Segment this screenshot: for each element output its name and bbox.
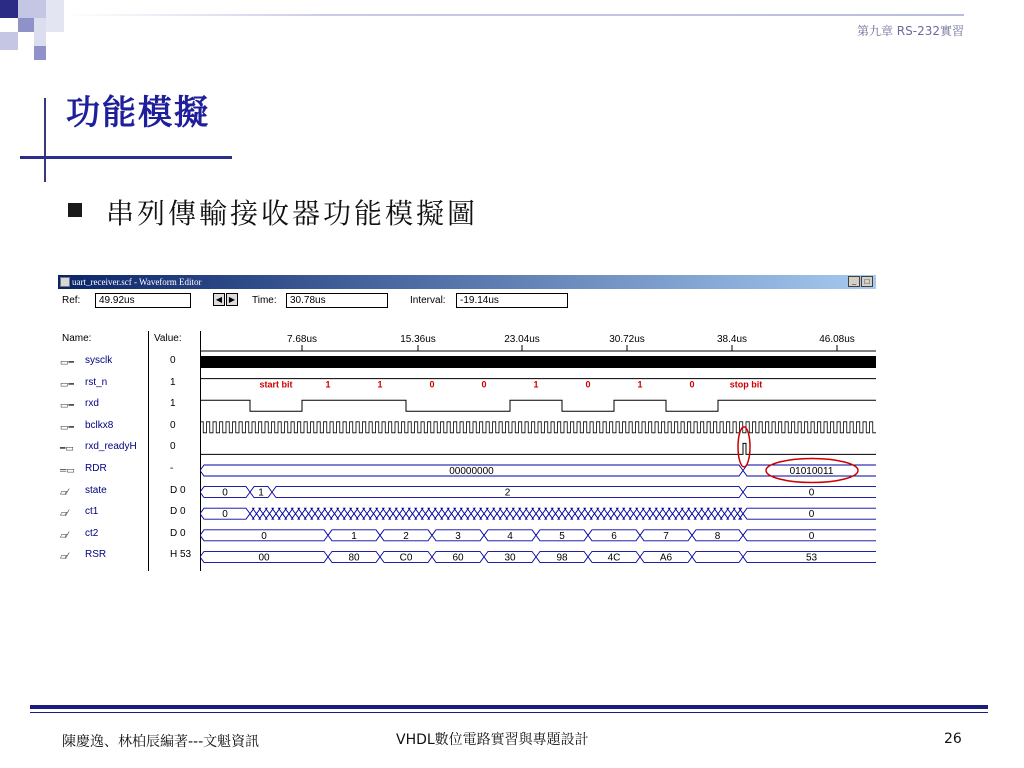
ct1-bus-segment bbox=[725, 508, 732, 519]
prev-transition-icon[interactable]: ◀ bbox=[213, 293, 225, 306]
ct1-bus-segment bbox=[530, 508, 537, 519]
bit-annotation: 0 bbox=[481, 379, 487, 390]
wave-value-label: 0 bbox=[261, 530, 267, 542]
ct1-bus-segment bbox=[686, 508, 693, 519]
signal-row[interactable]: ▱⁄ state D 0 bbox=[60, 484, 186, 497]
wave-value-label: 1 bbox=[351, 530, 357, 542]
input-pin-icon: ▭━ bbox=[60, 421, 74, 432]
ct1-bus-segment bbox=[263, 508, 270, 519]
window-titlebar bbox=[58, 275, 876, 289]
ct1-bus-segment bbox=[705, 508, 712, 519]
footer-rule bbox=[30, 705, 988, 709]
input-pin-icon: ▭━ bbox=[60, 357, 74, 367]
bit-annotation: 0 bbox=[429, 379, 435, 390]
time-tick-label: 7.68us bbox=[286, 334, 318, 345]
signal-row[interactable]: ▭━ sysclk 0 bbox=[60, 355, 176, 367]
signal-row[interactable]: ━▭ rxd_readyH 0 bbox=[60, 441, 176, 454]
wave-value-label: 0 bbox=[808, 509, 815, 521]
ct1-bus-segment bbox=[471, 508, 478, 519]
signal-row[interactable]: ═▭ RDR - bbox=[60, 463, 174, 475]
ref-field[interactable]: 49.92us bbox=[95, 293, 191, 308]
interval-label: Interval: bbox=[410, 295, 446, 306]
ct1-bus-segment bbox=[556, 508, 563, 519]
ct1-bus-segment bbox=[341, 508, 348, 519]
title-vertical-rule bbox=[44, 98, 46, 182]
ct1-bus-segment bbox=[497, 508, 504, 519]
ct1-bus-segment bbox=[380, 508, 387, 519]
ct1-bus-segment bbox=[335, 508, 342, 519]
decor-square bbox=[0, 0, 18, 18]
ct1-bus-segment bbox=[653, 508, 660, 519]
ct1-bus-segment bbox=[543, 508, 550, 519]
ct1-bus-segment bbox=[465, 508, 472, 519]
signal-row[interactable]: ▱⁄ RSR H 53 bbox=[60, 549, 192, 562]
decor-square bbox=[34, 46, 46, 60]
time-tick-label: 46.08us bbox=[819, 334, 855, 345]
ct1-bus-segment bbox=[692, 508, 699, 519]
waveform-editor-window bbox=[58, 275, 876, 571]
bit-annotation: 1 bbox=[377, 379, 383, 390]
buried-node-icon: ▱⁄ bbox=[60, 551, 69, 562]
time-tick-label: 23.04us bbox=[504, 334, 540, 345]
decor-square bbox=[0, 32, 18, 50]
ct1-bus-segment bbox=[309, 508, 316, 519]
ct1-bus-segment bbox=[257, 508, 264, 519]
ct1-bus-segment bbox=[699, 508, 706, 519]
signal-row[interactable]: ▱⁄ ct2 D 0 bbox=[60, 527, 186, 540]
ct1-bus-segment bbox=[296, 508, 303, 519]
signal-row[interactable]: ▭━ rxd 1 bbox=[60, 398, 176, 411]
ct1-bus-segment bbox=[536, 508, 543, 519]
wave-value-label: 0 bbox=[222, 487, 228, 499]
ct1-bus-segment bbox=[640, 508, 647, 519]
ct1-bus-segment bbox=[517, 508, 524, 519]
ct1-bus-segment bbox=[419, 508, 426, 519]
ct1-bus-segment bbox=[393, 508, 400, 519]
ct1-bus-segment bbox=[361, 508, 368, 519]
wave-value-label: 0 bbox=[808, 530, 815, 542]
page-title: 功能模擬 bbox=[66, 93, 210, 133]
ct1-bus-segment bbox=[523, 508, 530, 519]
bit-annotation: 1 bbox=[533, 379, 539, 390]
time-label: Time: bbox=[252, 295, 277, 306]
ct1-bus-segment bbox=[276, 508, 283, 519]
ct1-bus-segment bbox=[432, 508, 439, 519]
value-column-header: Value: bbox=[154, 333, 182, 344]
bullet-text: 串列傳輸接收器功能模擬圖 bbox=[106, 197, 479, 230]
sysclk-wave bbox=[200, 356, 876, 368]
bullet-square-icon bbox=[68, 203, 82, 217]
input-pin-icon: ▭━ bbox=[60, 400, 74, 411]
next-transition-icon[interactable]: ▶ bbox=[226, 293, 238, 306]
ct1-bus-segment bbox=[458, 508, 465, 519]
ct1-bus-segment bbox=[614, 508, 621, 519]
bit-annotation: 0 bbox=[689, 379, 695, 390]
wave-value-label: C0 bbox=[399, 552, 413, 564]
ct1-bus-segment bbox=[712, 508, 719, 519]
buried-node-icon: ▱⁄ bbox=[60, 486, 69, 497]
decor-square bbox=[18, 18, 34, 32]
bclkx8-wave bbox=[200, 422, 876, 433]
ct1-bus-segment bbox=[445, 508, 452, 519]
ct1-bus-segment bbox=[634, 508, 641, 519]
time-field[interactable]: 30.78us bbox=[286, 293, 388, 308]
ct1-bus-segment bbox=[549, 508, 556, 519]
time-tick-label: 38.4us bbox=[716, 334, 748, 345]
output-pin-icon: ━▭ bbox=[60, 443, 74, 454]
ct1-bus-segment bbox=[582, 508, 589, 519]
wave-value-label: 5 bbox=[559, 530, 565, 542]
wave-value-label: 60 bbox=[452, 552, 464, 564]
ct1-bus-segment bbox=[413, 508, 420, 519]
wave-value-label: 1 bbox=[258, 487, 264, 499]
ct1-bus-segment bbox=[679, 508, 686, 519]
ct1-bus-segment bbox=[562, 508, 569, 519]
bit-annotation: stop bit bbox=[729, 379, 763, 390]
ct1-bus-segment bbox=[627, 508, 634, 519]
ct1-bus-segment bbox=[426, 508, 433, 519]
ct1-bus-segment bbox=[478, 508, 485, 519]
decor-square bbox=[46, 0, 64, 32]
ct1-bus-segment bbox=[406, 508, 413, 519]
output-bus-icon: ═▭ bbox=[60, 465, 75, 475]
wave-value-label: 01010011 bbox=[789, 466, 834, 477]
page-number: 26 bbox=[944, 731, 962, 747]
wave-value-label: 0 bbox=[222, 509, 228, 521]
bit-annotation: 1 bbox=[637, 379, 643, 390]
wave-value-label: 2 bbox=[403, 530, 409, 542]
ct1-bus-segment bbox=[673, 508, 680, 519]
wave-value-label: 53 bbox=[805, 552, 818, 564]
title-horizontal-rule bbox=[20, 156, 232, 159]
name-column-header: Name: bbox=[62, 333, 92, 344]
wave-value-label: 4C bbox=[607, 552, 621, 564]
ct1-bus-segment bbox=[270, 508, 277, 519]
ct1-bus-segment bbox=[328, 508, 335, 519]
ct1-bus-segment bbox=[575, 508, 582, 519]
bit-annotation: 1 bbox=[325, 379, 331, 390]
wave-value-label: 80 bbox=[348, 552, 360, 564]
time-toolbar bbox=[58, 289, 876, 313]
ct1-bus-segment bbox=[595, 508, 602, 519]
rsr-bus-segment bbox=[692, 551, 743, 562]
ct1-bus-segment bbox=[510, 508, 517, 519]
bit-annotation: start bit bbox=[259, 379, 293, 390]
ct1-bus-segment bbox=[283, 508, 290, 519]
wave-value-label: 00 bbox=[258, 552, 270, 564]
buried-node-icon: ▱⁄ bbox=[60, 508, 69, 519]
signal-row[interactable]: ▭━ bclkx8 0 bbox=[60, 419, 176, 432]
ct1-bus-segment bbox=[660, 508, 667, 519]
interval-field[interactable]: -19.14us bbox=[456, 293, 568, 308]
ct1-bus-segment bbox=[400, 508, 407, 519]
waveform-pane[interactable] bbox=[200, 315, 876, 571]
chapter-label: 第九章 RS-232實習 bbox=[856, 24, 964, 38]
ct1-bus-segment bbox=[374, 508, 381, 519]
ct1-bus-segment bbox=[354, 508, 361, 519]
ct1-bus-segment bbox=[738, 508, 744, 519]
ct1-bus-segment bbox=[387, 508, 394, 519]
wave-value-label: 0 bbox=[808, 487, 815, 499]
wave-value-label: 4 bbox=[507, 530, 513, 542]
ct1-bus-segment bbox=[731, 508, 738, 519]
rxd-wave bbox=[200, 400, 876, 411]
wave-value-label: A6 bbox=[659, 552, 673, 564]
ct1-bus-segment bbox=[322, 508, 329, 519]
ct1-bus-segment bbox=[601, 508, 608, 519]
ct1-bus-segment bbox=[491, 508, 498, 519]
footer-authors: 陳慶逸、林柏辰編著---文魁資訊 bbox=[62, 734, 260, 750]
decor-square bbox=[18, 0, 46, 18]
app-icon bbox=[60, 277, 70, 287]
ct1-bus-segment bbox=[666, 508, 673, 519]
ct1-bus-segment bbox=[484, 508, 491, 519]
ct1-bus-segment bbox=[439, 508, 446, 519]
buried-node-icon: ▱⁄ bbox=[60, 529, 69, 540]
ct1-bus-segment bbox=[289, 508, 296, 519]
ct1-bus-segment bbox=[348, 508, 355, 519]
footer-rule bbox=[30, 712, 988, 713]
time-tick-label: 30.72us bbox=[609, 334, 645, 345]
ct1-bus-segment bbox=[250, 508, 257, 519]
ct1-bus-segment bbox=[647, 508, 654, 519]
time-tick-label: 15.36us bbox=[400, 334, 436, 345]
signal-row[interactable]: ▭━ rst_n 1 bbox=[60, 376, 176, 389]
bit-annotation: 0 bbox=[585, 379, 591, 390]
ct1-bus-segment bbox=[302, 508, 309, 519]
footer-book-title: VHDL數位電路實習與專題設計 bbox=[396, 732, 589, 748]
wave-value-label: 98 bbox=[556, 552, 568, 564]
wave-value-label: 3 bbox=[455, 530, 461, 542]
decor-square bbox=[34, 18, 46, 46]
wave-value-label: 30 bbox=[504, 552, 516, 564]
header-bar bbox=[64, 14, 964, 16]
ct1-bus-segment bbox=[588, 508, 595, 519]
wave-value-label: 00000000 bbox=[449, 466, 494, 477]
ct1-bus-segment bbox=[367, 508, 374, 519]
wave-value-label: 7 bbox=[663, 530, 669, 542]
ct1-bus-segment bbox=[569, 508, 576, 519]
ct1-bus-segment bbox=[608, 508, 615, 519]
rxd-readyH-wave bbox=[200, 443, 876, 454]
input-pin-icon: ▭━ bbox=[60, 378, 74, 389]
wave-value-label: 2 bbox=[504, 487, 511, 499]
wave-value-label: 8 bbox=[714, 530, 721, 542]
ct1-bus-segment bbox=[504, 508, 511, 519]
ct1-bus-segment bbox=[621, 508, 628, 519]
maximize-icon[interactable]: □ bbox=[861, 276, 873, 287]
ref-label: Ref: bbox=[62, 295, 81, 306]
window-title: uart_receiver.scf - Waveform Editor bbox=[72, 277, 202, 287]
ct1-bus-segment bbox=[315, 508, 322, 519]
ct1-bus-segment bbox=[718, 508, 725, 519]
wave-value-label: 6 bbox=[611, 530, 617, 542]
signal-row[interactable]: ▱⁄ ct1 D 0 bbox=[60, 506, 186, 519]
minimize-icon[interactable]: _ bbox=[848, 276, 860, 287]
ct1-bus-segment bbox=[452, 508, 459, 519]
